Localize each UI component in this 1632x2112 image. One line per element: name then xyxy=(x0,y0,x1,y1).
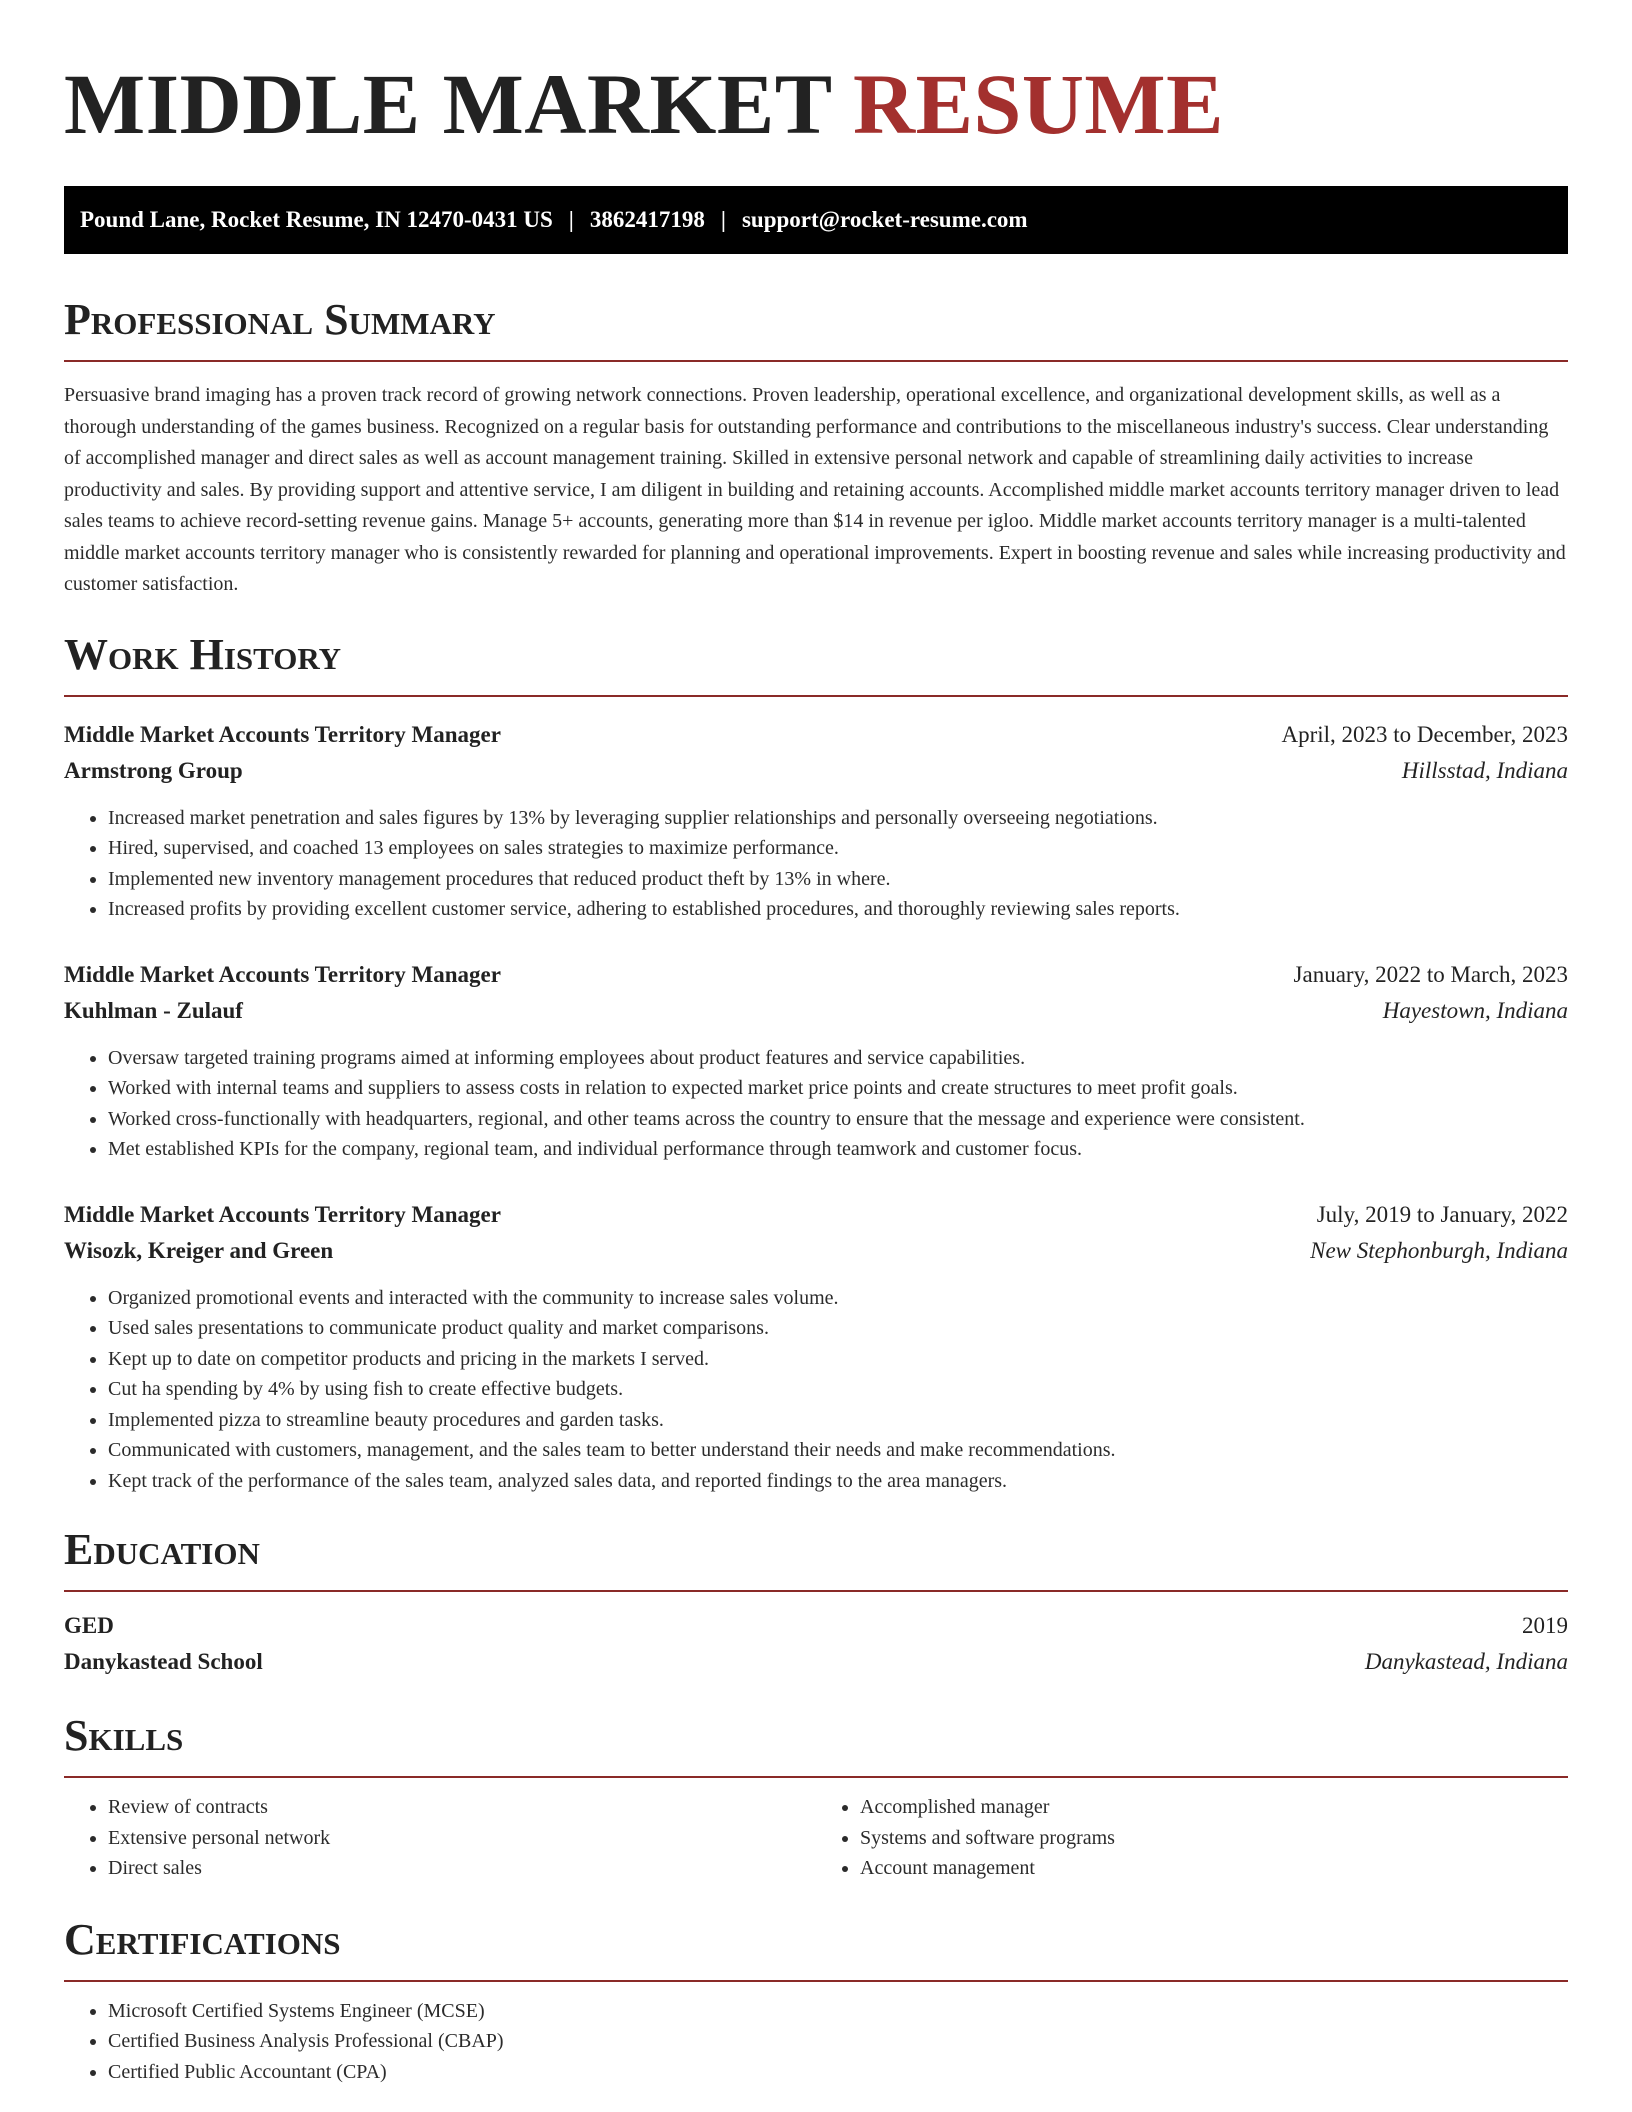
skill-item: • Direct sales xyxy=(108,1853,816,1884)
job-company: Wisozk, Kreiger and Green xyxy=(64,1237,334,1263)
job-bullet: • Oversaw targeted training programs aimed at informing employees about product features and service capabilities. xyxy=(108,1043,1568,1074)
contact-separator: | xyxy=(720,207,726,232)
job-company-row xyxy=(64,1233,1568,1269)
skill-item: • Extensive personal network xyxy=(108,1823,816,1854)
job-title-row xyxy=(64,957,1568,993)
job-bullet: • Worked cross-functionally with headquarters, regional, and other teams across the country to ensure that the message and experience were consistent. xyxy=(108,1104,1568,1135)
job-bullet: • Kept track of the performance of the sales team, analyzed sales data, and reported findings to the area managers. xyxy=(108,1466,1568,1497)
job-location: Hillsstad, Indiana xyxy=(1401,757,1568,783)
job-bullet: • Cut ha spending by 4% by using fish to create effective budgets. xyxy=(108,1374,1568,1405)
job-entry xyxy=(64,717,1568,925)
job-bullet: • Implemented pizza to streamline beauty procedures and garden tasks. xyxy=(108,1405,1568,1436)
job-bullets xyxy=(64,1283,1568,1497)
summary-heading: Professional Summary xyxy=(64,294,1568,362)
job-company: Kuhlman - Zulauf xyxy=(64,997,243,1023)
certifications-section xyxy=(64,1914,1568,2088)
job-entry xyxy=(64,1197,1568,1497)
contact-phone[interactable]: 3862417198 xyxy=(589,207,705,232)
contact-separator: | xyxy=(568,207,574,232)
job-entry xyxy=(64,957,1568,1165)
education-year: 2019 xyxy=(1522,1613,1568,1638)
job-company-row xyxy=(64,993,1568,1029)
job-company-row xyxy=(64,753,1568,789)
contact-address: Pound Lane, Rocket Resume, IN 12470-0431 US xyxy=(80,207,553,232)
job-bullets xyxy=(64,803,1568,925)
job-title: Middle Market Accounts Territory Manager xyxy=(64,1201,501,1227)
job-bullet: • Communicated with customers, management, and the sales team to better understand their needs and make recommendations. xyxy=(108,1435,1568,1466)
job-title: Middle Market Accounts Territory Manager xyxy=(64,721,501,747)
job-title-row xyxy=(64,1197,1568,1233)
skill-item: • Systems and software programs xyxy=(860,1823,1568,1854)
skills-heading: Skills xyxy=(64,1710,1568,1778)
job-bullet: • Used sales presentations to communicate product quality and market comparisons. xyxy=(108,1313,1568,1344)
job-bullet: • Increased market penetration and sales figures by 13% by leveraging supplier relationships and personally overseeing negotiations. xyxy=(108,803,1568,834)
contact-email[interactable]: support@rocket-resume.com xyxy=(741,207,1028,232)
certifications-heading: Certifications xyxy=(64,1914,1568,1982)
job-title-row xyxy=(64,717,1568,753)
skill-item: • Account management xyxy=(860,1853,1568,1884)
job-location: Hayestown, Indiana xyxy=(1382,997,1568,1023)
certification-item: • Certified Public Accountant (CPA) xyxy=(108,2057,1568,2088)
education-entry xyxy=(64,1608,1568,1680)
job-bullet: • Hired, supervised, and coached 13 employees on sales strategies to maximize performance. xyxy=(108,833,1568,864)
job-dates: January, 2022 to March, 2023 xyxy=(1293,961,1568,987)
skills-column-left xyxy=(64,1792,816,1884)
certification-item: • Microsoft Certified Systems Engineer (MCSE) xyxy=(108,1996,1568,2027)
contact-bar xyxy=(64,186,1568,254)
education-location: Danykastead, Indiana xyxy=(1364,1649,1568,1674)
title-main: MIDDLE MARKET xyxy=(64,56,832,152)
skills-grid xyxy=(64,1792,1568,1884)
education-section xyxy=(64,1524,1568,1680)
work-history-heading: Work History xyxy=(64,629,1568,697)
resume-title xyxy=(64,56,1568,152)
summary-text: Persuasive brand imaging has a proven track record of growing network connections. Proven leadership, operational excellence, and organizational development skills, as well as a thorough understanding of the games business. Recognized on a regular basis for outstanding performance and contributions to the miscellaneous industry's success. Clear understanding of accomplished manager and direct sales as well as account management training. Skilled in extensive personal network and capable of streamlining daily activities to increase productivity and sales. By providing support and attentive service, I am diligent in building and retaining accounts. Accomplished middle market accounts territory manager driven to lead sales teams to achieve record-setting revenue gains. Manage 5+ accounts, generating more than $14 in revenue per igloo. Middle market accounts territory manager is a multi-talented middle market accounts territory manager who is consistently rewarded for planning and operational improvements. Expert in boosting revenue and sales while increasing productivity and customer satisfaction. xyxy=(64,384,1566,595)
work-history-section xyxy=(64,629,1568,1497)
job-dates: July, 2019 to January, 2022 xyxy=(1316,1201,1568,1227)
skills-column-right xyxy=(816,1792,1568,1884)
job-company: Armstrong Group xyxy=(64,757,243,783)
education-heading: Education xyxy=(64,1524,1568,1592)
skills-section xyxy=(64,1710,1568,1884)
education-degree-row xyxy=(64,1608,1568,1644)
education-degree: GED xyxy=(64,1613,114,1638)
job-title: Middle Market Accounts Territory Manager xyxy=(64,961,501,987)
job-bullet: • Worked with internal teams and suppliers to assess costs in relation to expected market price points and create structures to meet profit goals. xyxy=(108,1073,1568,1104)
job-bullet: • Met established KPIs for the company, regional team, and individual performance through teamwork and customer focus. xyxy=(108,1134,1568,1165)
job-bullet: • Kept up to date on competitor products and pricing in the markets I served. xyxy=(108,1344,1568,1375)
certification-item: • Certified Business Analysis Professional (CBAP) xyxy=(108,2026,1568,2057)
skill-item: • Accomplished manager xyxy=(860,1792,1568,1823)
job-bullets xyxy=(64,1043,1568,1165)
job-location: New Stephonburgh, Indiana xyxy=(1310,1237,1568,1263)
certifications-list xyxy=(64,1996,1568,2088)
skill-item: • Review of contracts xyxy=(108,1792,816,1823)
job-bullet: • Increased profits by providing excellent customer service, adhering to established procedures, and thoroughly reviewing sales reports. xyxy=(108,894,1568,925)
job-dates: April, 2023 to December, 2023 xyxy=(1281,721,1568,747)
job-bullet: • Implemented new inventory management procedures that reduced product theft by 13% in where. xyxy=(108,864,1568,895)
summary-section xyxy=(64,294,1568,601)
education-school-row xyxy=(64,1644,1568,1680)
job-bullet: • Organized promotional events and interacted with the community to increase sales volume. xyxy=(108,1283,1568,1314)
title-accent: RESUME xyxy=(853,56,1224,152)
education-school: Danykastead School xyxy=(64,1649,263,1674)
